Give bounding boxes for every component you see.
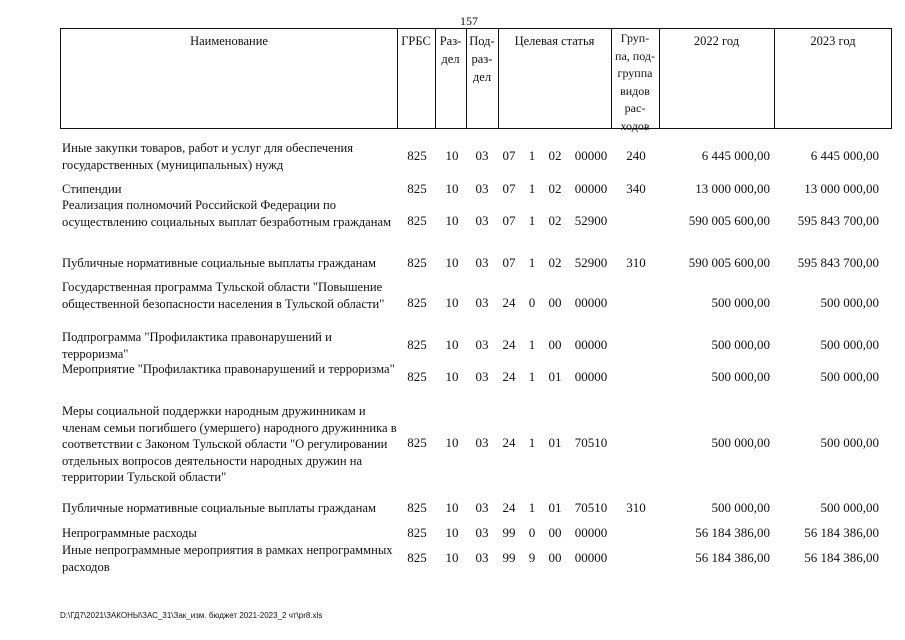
cell-expense-group: 310	[626, 255, 646, 270]
cell-podrazdel: 03	[475, 550, 489, 565]
row-name: Публичные нормативные социальные выплаты гражданам	[62, 256, 376, 270]
cell-2022: 500 000,00	[711, 500, 770, 515]
header-razdel: Раз- дел	[439, 34, 462, 66]
cell-target-event: 01	[548, 369, 562, 384]
cell-2023: 56 184 386,00	[804, 550, 879, 565]
cell-target-code: 00000	[574, 525, 608, 540]
cell-target-event: 02	[548, 213, 562, 228]
table-row	[0, 197, 905, 247]
cell-target-program: 07	[502, 148, 516, 163]
cell-2022: 590 005 600,00	[688, 213, 770, 228]
cell-target-subprogram: 9	[528, 550, 536, 565]
cell-podrazdel: 03	[475, 500, 489, 515]
cell-2023: 56 184 386,00	[804, 525, 879, 540]
table-row	[0, 500, 905, 517]
cell-podrazdel: 03	[475, 181, 489, 196]
cell-grbs: 825	[407, 148, 427, 163]
cell-target-program: 24	[502, 369, 516, 384]
header-2022: 2022 год	[693, 34, 740, 48]
cell-grbs: 825	[407, 369, 427, 384]
cell-target-event: 01	[548, 435, 562, 450]
file-path: D:\ГД7\2021\ЗАКОНЫ\ЗАС_31\Зак_изм. бюджет 2021-2023_2 чт\pr8.xls	[60, 611, 323, 620]
cell-razdel: 10	[445, 148, 459, 163]
cell-podrazdel: 03	[475, 255, 489, 270]
row-name: Иные закупки товаров, работ и услуг для обеспечения государственных (муниципальных) нужд	[62, 141, 354, 172]
cell-target-code: 00000	[574, 369, 608, 384]
row-name: Непрограммные расходы	[62, 526, 197, 540]
cell-2022: 500 000,00	[711, 435, 770, 450]
header-target: Целевая статья	[514, 34, 595, 48]
row-name: Государственная программа Тульской области "Повышение общественной безопасности населения в Тульской области"	[62, 280, 385, 311]
cell-target-event: 00	[548, 525, 562, 540]
cell-target-program: 07	[502, 255, 516, 270]
cell-podrazdel: 03	[475, 337, 489, 352]
cell-target-program: 07	[502, 181, 516, 196]
cell-target-event: 02	[548, 255, 562, 270]
cell-target-code: 00000	[574, 181, 608, 196]
cell-target-subprogram: 1	[528, 148, 536, 163]
cell-2023: 595 843 700,00	[797, 255, 879, 270]
cell-grbs: 825	[407, 255, 427, 270]
cell-razdel: 10	[445, 525, 459, 540]
cell-target-code: 52900	[574, 213, 608, 228]
cell-target-event: 02	[548, 148, 562, 163]
cell-2022: 500 000,00	[711, 369, 770, 384]
cell-expense-group: 310	[626, 500, 646, 515]
cell-target-subprogram: 0	[528, 295, 536, 310]
cell-target-code: 70510	[574, 435, 608, 450]
cell-grbs: 825	[407, 295, 427, 310]
cell-grbs: 825	[407, 213, 427, 228]
page-number: 157	[460, 14, 478, 28]
cell-razdel: 10	[445, 500, 459, 515]
table-row	[0, 181, 905, 198]
cell-target-subprogram: 1	[528, 337, 536, 352]
cell-target-event: 01	[548, 500, 562, 515]
cell-target-program: 24	[502, 500, 516, 515]
cell-target-program: 07	[502, 213, 516, 228]
cell-target-program: 24	[502, 435, 516, 450]
cell-podrazdel: 03	[475, 213, 489, 228]
cell-target-event: 00	[548, 337, 562, 352]
cell-podrazdel: 03	[475, 525, 489, 540]
table-row	[0, 329, 905, 362]
cell-target-subprogram: 1	[528, 255, 536, 270]
cell-grbs: 825	[407, 500, 427, 515]
table-header	[60, 28, 892, 133]
header-group: Груп- па, под- группа видов рас- ходов	[615, 31, 655, 133]
table-row	[0, 279, 905, 329]
cell-target-code: 70510	[574, 500, 608, 515]
cell-target-program: 24	[502, 295, 516, 310]
cell-razdel: 10	[445, 255, 459, 270]
cell-2022: 56 184 386,00	[695, 525, 770, 540]
cell-grbs: 825	[407, 550, 427, 565]
cell-razdel: 10	[445, 213, 459, 228]
row-name: Реализация полномочий Российской Федерации по осуществлению социальных выплат безработным гражданам	[62, 198, 392, 229]
cell-grbs: 825	[407, 181, 427, 196]
cell-2022: 13 000 000,00	[695, 181, 770, 196]
row-name: Иные непрограммные мероприятия в рамках непрограммных расходов	[62, 543, 393, 574]
header-podrazdel: Под- раз- дел	[469, 34, 495, 84]
cell-target-code: 00000	[574, 295, 608, 310]
cell-target-code: 00000	[574, 148, 608, 163]
cell-podrazdel: 03	[475, 295, 489, 310]
header-name: Наименование	[190, 34, 268, 48]
cell-2023: 500 000,00	[820, 337, 879, 352]
cell-2023: 500 000,00	[820, 435, 879, 450]
cell-target-code: 00000	[574, 550, 608, 565]
row-name: Стипендии	[62, 182, 122, 196]
cell-2022: 500 000,00	[711, 337, 770, 352]
row-name: Публичные нормативные социальные выплаты гражданам	[62, 501, 376, 515]
cell-target-subprogram: 1	[528, 435, 536, 450]
cell-razdel: 10	[445, 435, 459, 450]
cell-target-subprogram: 0	[528, 525, 536, 540]
row-name: Подпрограмма "Профилактика правонарушений и терроризма"	[62, 330, 332, 361]
cell-2023: 500 000,00	[820, 295, 879, 310]
cell-2023: 6 445 000,00	[810, 148, 879, 163]
cell-grbs: 825	[407, 337, 427, 352]
cell-2023: 500 000,00	[820, 369, 879, 384]
cell-razdel: 10	[445, 550, 459, 565]
cell-target-event: 02	[548, 181, 562, 196]
cell-target-program: 24	[502, 337, 516, 352]
cell-target-subprogram: 1	[528, 500, 536, 515]
cell-2023: 500 000,00	[820, 500, 879, 515]
header-2023: 2023 год	[810, 34, 856, 48]
cell-podrazdel: 03	[475, 435, 489, 450]
cell-target-event: 00	[548, 295, 562, 310]
row-name: Меры социальной поддержки народным дружинникам и членам семьи погибшего (умершего) народного дружинника в соответствии с Законом Тульской области "О регулировании отдельных вопросов деятельности народных дружин на территории Тульской области"	[62, 404, 397, 484]
cell-target-event: 00	[548, 550, 562, 565]
cell-podrazdel: 03	[475, 148, 489, 163]
cell-target-program: 99	[502, 525, 516, 540]
table-row	[0, 525, 905, 542]
cell-target-code: 00000	[574, 337, 608, 352]
cell-grbs: 825	[407, 525, 427, 540]
cell-target-subprogram: 1	[528, 181, 536, 196]
cell-target-code: 52900	[574, 255, 608, 270]
cell-2023: 13 000 000,00	[804, 181, 879, 196]
table-row	[0, 542, 905, 575]
table-row	[0, 140, 905, 174]
cell-2022: 590 005 600,00	[688, 255, 770, 270]
cell-razdel: 10	[445, 369, 459, 384]
cell-2022: 500 000,00	[711, 295, 770, 310]
table-row	[0, 361, 905, 394]
cell-razdel: 10	[445, 337, 459, 352]
cell-podrazdel: 03	[475, 369, 489, 384]
header-grbs: ГРБС	[401, 34, 431, 48]
row-name: Мероприятие "Профилактика правонарушений и терроризма"	[62, 362, 395, 376]
cell-2023: 595 843 700,00	[797, 213, 879, 228]
cell-expense-group: 340	[626, 181, 646, 196]
table-row	[0, 255, 905, 272]
table-row	[0, 403, 905, 485]
cell-razdel: 10	[445, 181, 459, 196]
cell-2022: 56 184 386,00	[695, 550, 770, 565]
cell-razdel: 10	[445, 295, 459, 310]
cell-expense-group: 240	[626, 148, 646, 163]
cell-target-subprogram: 1	[528, 369, 536, 384]
cell-grbs: 825	[407, 435, 427, 450]
cell-target-subprogram: 1	[528, 213, 536, 228]
cell-2022: 6 445 000,00	[701, 148, 770, 163]
cell-target-program: 99	[502, 550, 516, 565]
